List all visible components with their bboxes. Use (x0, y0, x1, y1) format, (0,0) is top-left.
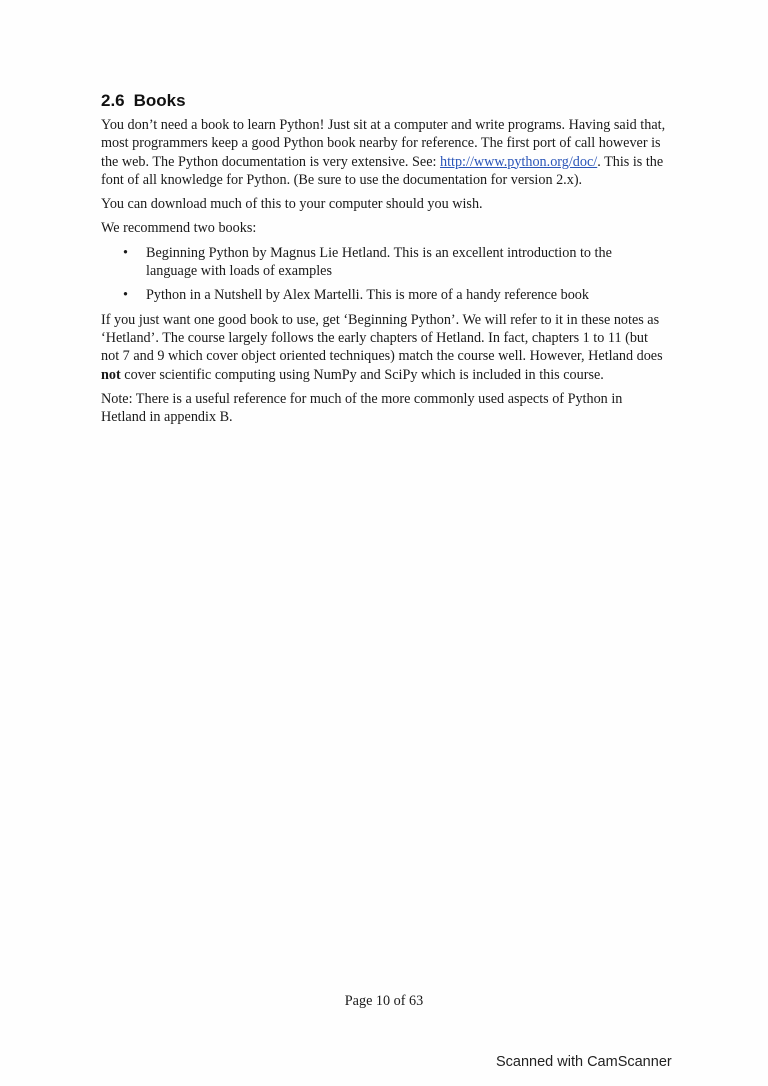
emphasis-not: not (101, 366, 121, 383)
scanner-watermark: Scanned with CamScanner (496, 1054, 672, 1070)
page-content (101, 90, 666, 432)
hetland-text-continued: cover scientific computing using NumPy and SciPy which is included in this course. (120, 366, 604, 383)
section-heading (101, 90, 666, 112)
intro-text: You don’t need a book to learn Python! Just sit at a computer and write programs. Having said that, most programmers keep a good Python book nearby for reference. The first port of call however is the web. The Python documentation is very extensive. See: (101, 117, 666, 170)
book-list (101, 244, 666, 305)
intro-text-continued: . This is the font of all knowledge for Python. (Be sure to use the documentation for version 2.x). (101, 153, 664, 188)
page-number: Page 10 of 63 (344, 993, 424, 1009)
intro-paragraph (101, 116, 666, 189)
section-number: 2.6 (101, 91, 125, 110)
list-item (101, 286, 666, 304)
recommend-paragraph: We recommend two books: (101, 220, 257, 237)
note-paragraph: Note: There is a useful reference for much of the more commonly used aspects of Python in Hetland in appendix B. (101, 390, 623, 426)
hetland-text: If you just want one good book to use, get ‘Beginning Python’. We will refer to it in these notes as ‘Hetland’. The course largely follows the early chapters of Hetland. In fact, chapters 1 to 11 (but not 7 and 9 which cover object oriented techniques) match the course well. However, Hetland does (101, 311, 663, 365)
python-doc-link[interactable]: http://www.python.org/doc/ (439, 153, 598, 170)
book-entry-text: Python in a Nutshell by Alex Martelli. This is more of a handy reference book (146, 287, 589, 304)
hetland-paragraph (101, 311, 666, 384)
section-title: Books (133, 91, 186, 110)
list-item (101, 244, 666, 281)
bullet-icon: • (123, 287, 128, 304)
book-entry-text: Beginning Python by Magnus Lie Hetland. This is an excellent introduction to the language with loads of examples (146, 244, 612, 280)
bullet-icon: • (123, 244, 128, 261)
download-paragraph: You can download much of this to your computer should you wish. (101, 196, 483, 213)
